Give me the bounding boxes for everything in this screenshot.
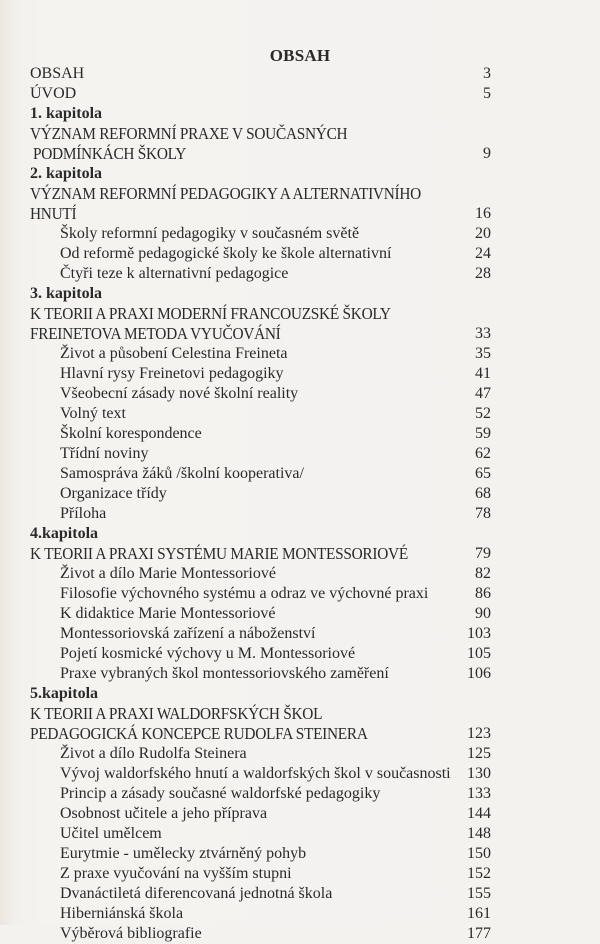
toc-entry xyxy=(30,924,550,944)
toc-entry xyxy=(30,124,550,144)
toc-entry xyxy=(30,464,550,484)
toc-entry xyxy=(30,84,550,104)
toc-entry-title: Dvanáctiletá diferencovaná jednotná škola xyxy=(60,885,333,902)
chapter-label xyxy=(30,284,550,304)
table-of-contents xyxy=(30,64,550,944)
toc-page-number: 177 xyxy=(467,925,491,942)
toc-entry-title: Hiberniánská škola xyxy=(60,905,184,922)
toc-entry-title: Výběrová bibliografie xyxy=(60,925,202,942)
toc-entry xyxy=(30,744,550,764)
toc-entry xyxy=(30,384,550,404)
toc-entry-title: Z praxe vyučování na vyšším stupni xyxy=(60,865,292,882)
toc-entry xyxy=(30,184,550,204)
toc-entry xyxy=(30,344,550,364)
toc-page-number: 125 xyxy=(467,745,491,762)
toc-entry xyxy=(30,224,550,244)
toc-page-number: 62 xyxy=(475,445,491,462)
toc-page-number: 3 xyxy=(483,65,491,82)
toc-entry-title: Školní korespondence xyxy=(60,425,202,442)
toc-entry-title: K didaktice Marie Montessoriové xyxy=(60,605,276,622)
toc-page-number: 35 xyxy=(475,345,491,362)
toc-page-number: 41 xyxy=(475,365,491,382)
toc-entry xyxy=(30,624,550,644)
toc-entry-title: Organizace třídy xyxy=(60,485,167,502)
toc-entry-title: Příloha xyxy=(60,505,107,522)
toc-entry-title: Samospráva žáků /školní kooperativa/ xyxy=(60,465,304,482)
toc-page-number: 130 xyxy=(467,765,491,782)
toc-entry xyxy=(30,144,550,164)
toc-entry-title: OBSAH xyxy=(30,65,85,82)
chapter-label xyxy=(30,524,550,544)
toc-entry-title: K TEORII A PRAXI SYSTÉMU MARIE MONTESSORIOVÉ xyxy=(30,544,408,563)
toc-entry xyxy=(30,444,550,464)
toc-entry-title: VÝZNAM REFORMNÍ PEDAGOGIKY A ALTERNATIVNÍHO xyxy=(30,184,421,203)
toc-entry xyxy=(30,404,550,424)
toc-page-number: 105 xyxy=(467,645,491,662)
toc-entry-title: Osobnost učitele a jeho příprava xyxy=(60,805,268,822)
toc-entry xyxy=(30,904,550,924)
toc-entry-title: Učitel umělcem xyxy=(60,825,162,842)
toc-entry xyxy=(30,824,550,844)
toc-entry-title: Eurytmie - umělecky ztvárněný pohyb xyxy=(60,845,307,862)
toc-entry xyxy=(30,784,550,804)
toc-entry xyxy=(30,604,550,624)
toc-entry xyxy=(30,844,550,864)
toc-page-number: 33 xyxy=(475,325,491,342)
toc-page-number: 152 xyxy=(467,865,491,882)
toc-entry xyxy=(30,364,550,384)
toc-page-number: 155 xyxy=(467,885,491,902)
toc-page-number: 78 xyxy=(475,505,491,522)
toc-page-number: 47 xyxy=(475,385,491,402)
toc-entry xyxy=(30,664,550,684)
toc-page-number: 82 xyxy=(475,565,491,582)
toc-entry xyxy=(30,204,550,224)
toc-entry xyxy=(30,724,550,744)
toc-entry-title: K TEORII A PRAXI WALDORFSKÝCH ŠKOL xyxy=(30,704,323,723)
toc-entry-title: FREINETOVA METODA VYUČOVÁNÍ xyxy=(30,324,281,343)
toc-entry-title: Princip a zásady současné waldorfské pedagogiky xyxy=(60,785,381,802)
chapter-label xyxy=(30,684,550,704)
toc-entry-title: Od reformě pedagogické školy ke škole alternativní xyxy=(60,245,392,262)
toc-page-number: 123 xyxy=(467,725,491,742)
toc-entry-title: Všeobecní zásady nové školní reality xyxy=(60,385,299,402)
toc-entry-title: 2. kapitola xyxy=(30,165,103,182)
toc-entry xyxy=(30,244,550,264)
toc-page-number: 65 xyxy=(475,465,491,482)
toc-page-number: 90 xyxy=(475,605,491,622)
toc-page-number: 148 xyxy=(467,825,491,842)
toc-entry xyxy=(30,504,550,524)
toc-entry-title: Praxe vybraných škol montessoriovského zaměření xyxy=(60,665,389,682)
toc-page-number: 28 xyxy=(475,265,491,282)
toc-page-number: 86 xyxy=(475,585,491,602)
toc-entry xyxy=(30,584,550,604)
toc-page-number: 59 xyxy=(475,425,491,442)
chapter-label xyxy=(30,104,550,124)
toc-page-number: 103 xyxy=(467,625,491,642)
toc-entry-title: Třídní noviny xyxy=(60,445,149,462)
toc-entry-title: ÚVOD xyxy=(30,85,77,102)
toc-page-number: 161 xyxy=(467,905,491,922)
toc-entry-title: Vývoj waldorfského hnutí a waldorfských škol v současnosti xyxy=(60,765,451,782)
chapter-label xyxy=(30,164,550,184)
toc-entry xyxy=(30,764,550,784)
toc-entry xyxy=(30,324,550,344)
toc-entry-title: Montessoriovská zařízení a náboženství xyxy=(60,625,316,642)
toc-entry xyxy=(30,264,550,284)
toc-entry-title: Hlavní rysy Freinetovi pedagogiky xyxy=(60,365,284,382)
toc-entry-title: HNUTÍ xyxy=(30,204,77,223)
toc-page-number: 68 xyxy=(475,485,491,502)
toc-entry xyxy=(30,564,550,584)
toc-entry-title: PODMÍNKÁCH ŠKOLY xyxy=(33,144,187,163)
toc-entry xyxy=(30,64,550,84)
toc-entry xyxy=(30,864,550,884)
toc-page-number: 24 xyxy=(475,245,491,262)
toc-entry xyxy=(30,424,550,444)
toc-entry-title: Život a dílo Marie Montessoriové xyxy=(60,565,276,582)
toc-entry-title: K TEORII A PRAXI MODERNÍ FRANCOUZSKÉ ŠKOLY xyxy=(30,304,391,323)
toc-page-number: 79 xyxy=(475,545,491,562)
toc-page-number: 133 xyxy=(467,785,491,802)
toc-entry-title: 3. kapitola xyxy=(30,285,103,302)
toc-entry-title: Filosofie výchovného systému a odraz ve výchovné praxi xyxy=(60,585,429,602)
toc-page-number: 9 xyxy=(483,145,491,162)
toc-entry-title: 5.kapitola xyxy=(30,685,99,702)
toc-entry xyxy=(30,544,550,564)
toc-page-number: 150 xyxy=(467,845,491,862)
toc-entry-title: Volný text xyxy=(60,405,126,422)
toc-entry xyxy=(30,884,550,904)
toc-page-number: 144 xyxy=(467,805,491,822)
toc-entry xyxy=(30,484,550,504)
page-title: OBSAH xyxy=(269,46,331,65)
toc-page-number: 16 xyxy=(475,205,491,222)
toc-entry-title: PEDAGOGICKÁ KONCEPCE RUDOLFA STEINERA xyxy=(30,724,368,743)
toc-page-number: 5 xyxy=(483,85,491,102)
toc-entry-title: Život a působení Celestina Freineta xyxy=(60,345,288,362)
toc-entry xyxy=(30,644,550,664)
toc-entry-title: Čtyři teze k alternativní pedagogice xyxy=(60,265,289,282)
toc-entry-title: 4.kapitola xyxy=(30,525,99,542)
toc-entry-title: 1. kapitola xyxy=(30,105,103,122)
toc-page-number: 20 xyxy=(475,225,491,242)
toc-entry-title: Pojetí kosmické výchovy u M. Montessoriové xyxy=(60,645,356,662)
toc-page-number: 106 xyxy=(467,665,491,682)
toc-page-number: 52 xyxy=(475,405,491,422)
toc-entry xyxy=(30,304,550,324)
toc-entry-title: Život a dílo Rudolfa Steinera xyxy=(60,745,247,762)
toc-entry xyxy=(30,804,550,824)
toc-entry-title: Školy reformní pedagogiky v současném světě xyxy=(60,225,360,242)
toc-entry-title: VÝZNAM REFORMNÍ PRAXE V SOUČASNÝCH xyxy=(30,124,348,143)
toc-entry xyxy=(30,704,550,724)
